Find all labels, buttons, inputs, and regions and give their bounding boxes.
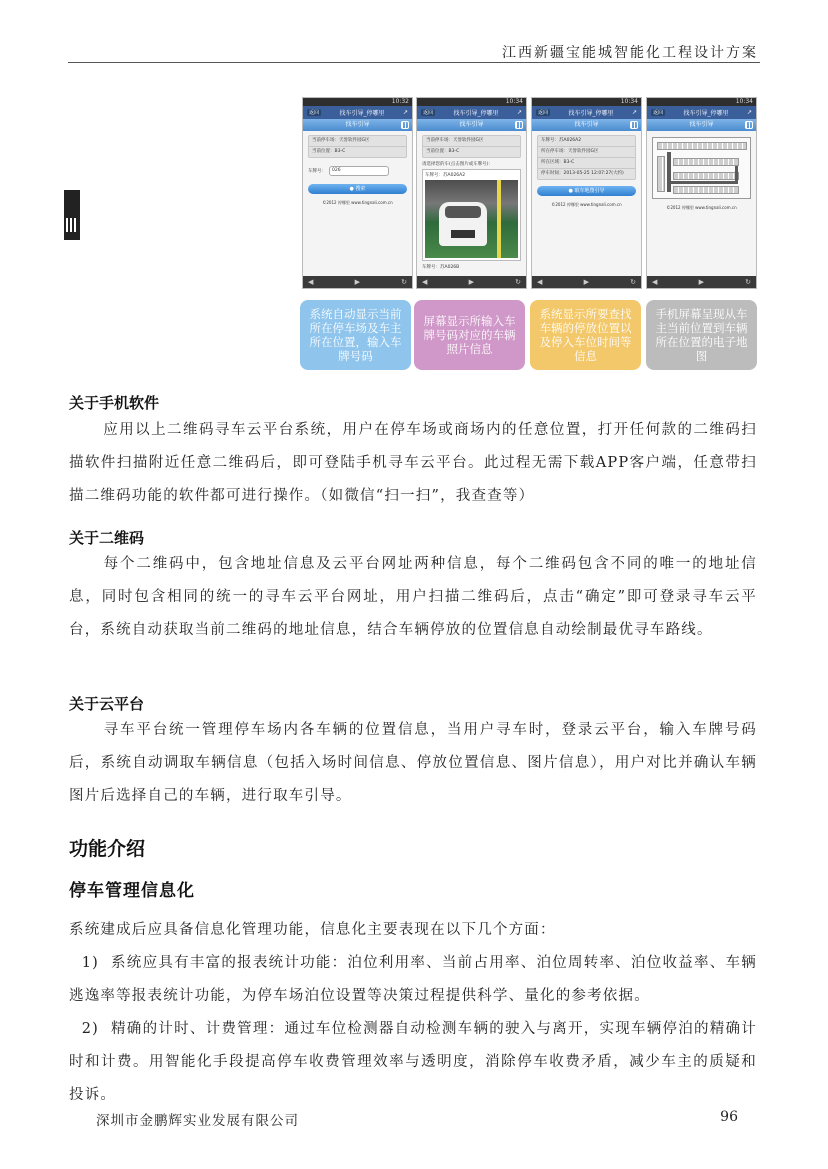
section-paragraph-qrcode: 每个二维码中，包含地址信息及云平台网址两种信息，每个二维码包含不同的唯一的地址信息，同时包含相同的统一的寻车云平台网址，用户扫描二维码后，点击“确定”即可登录寻车云平台，系统自动获取当前二维码的地址信息，结合车辆停放的位置信息自动绘制最优寻车路线。 xyxy=(69,556,757,638)
grid-icon xyxy=(745,121,753,129)
refresh-icon: ↻ xyxy=(630,278,636,286)
plate-input: 026 xyxy=(329,166,389,176)
list-item-1: 1) 系统应具有丰富的报表统计功能：泊位利用率、当前占用率、泊位周转率、泊位收益率、车辆逃逸率等报表统计功能，为停车场泊位设置等决策过程提供科学、量化的参考依据。 xyxy=(69,955,757,1004)
app-bar xyxy=(303,106,412,119)
app-bar xyxy=(532,106,641,119)
forward-arrow-icon: ▶ xyxy=(468,278,474,286)
sub-title-bar: 找车引导 xyxy=(303,119,412,131)
refresh-icon: ↻ xyxy=(745,278,751,286)
share-icon: ↗ xyxy=(631,109,637,116)
back-arrow-icon: ◀ xyxy=(652,278,658,286)
sub-title-bar: 找车引导 xyxy=(417,119,526,131)
phone-screen-1 xyxy=(302,97,413,289)
sub-title-bar: 找车引导 xyxy=(647,119,756,131)
info-line: 所在停车场：天誉软件园G区 xyxy=(537,147,636,158)
sub-heading: 停车管理信息化 xyxy=(69,881,195,901)
status-bar: 10:34 xyxy=(532,98,641,106)
header-divider xyxy=(68,62,760,63)
share-icon: ↗ xyxy=(746,109,752,116)
app-bar xyxy=(417,106,526,119)
caption-step-2: 屏幕显示所输入车牌号码对应的车辆照片信息 xyxy=(414,300,525,370)
back-arrow-icon: ◀ xyxy=(537,278,543,286)
plate-label: 车牌号：苏A026A2 xyxy=(425,173,466,178)
function-heading: 功能介绍 xyxy=(69,838,146,860)
app-title: 找车引导_停哪里 xyxy=(568,110,614,117)
app-bar xyxy=(647,106,756,119)
section-heading-qrcode: 关于二维码 xyxy=(69,529,145,547)
status-bar: 10:34 xyxy=(417,98,526,106)
info-line: 当前停车场：天誉软件园G区 xyxy=(308,135,407,147)
info-line: 所在区域：B3-C xyxy=(537,158,636,169)
app-title: 找车引导_停哪里 xyxy=(453,110,499,117)
search-button: ● 搜索 xyxy=(308,184,407,194)
footer-company: 深圳市金鹏辉实业发展有限公司 xyxy=(96,1113,299,1129)
phone-screen-4 xyxy=(646,97,757,289)
forward-arrow-icon: ▶ xyxy=(698,278,704,286)
app-title: 找车引导_停哪里 xyxy=(339,110,385,117)
back-arrow-icon: ◀ xyxy=(308,278,314,286)
back-arrow-icon: ◀ xyxy=(422,278,428,286)
browser-nav-bar xyxy=(532,276,641,288)
grid-icon xyxy=(515,121,523,129)
status-bar: 10:32 xyxy=(303,98,412,106)
section-heading-cloud: 关于云平台 xyxy=(69,695,145,713)
car-photo xyxy=(425,180,518,258)
car-card xyxy=(422,169,521,261)
list-item-2: 2) 精确的计时、计费管理：通过车位检测器自动检测车辆的驶入与离开，实现车辆停泊的精确计时和计费。用智能化手段提高停车收费管理效率与透明度，消除停车收费矛盾，减少车主的质疑和投诉。 xyxy=(69,1021,757,1103)
caption-step-4: 手机屏幕呈现从车主当前位置到车辆所在位置的电子地图 xyxy=(646,300,757,370)
plate-label: 车牌号：苏A026B xyxy=(422,265,460,270)
copyright: ©2012 停哪里 www.tingnali.com.cn xyxy=(551,202,622,207)
browser-nav-bar xyxy=(417,276,526,288)
info-line: 当前位置：B3-C xyxy=(308,147,407,158)
browser-nav-bar xyxy=(303,276,412,288)
intro-paragraph: 系统建成后应具备信息化管理功能，信息化主要表现在以下几个方面： xyxy=(69,922,556,938)
page-number: 96 xyxy=(720,1109,738,1125)
back-button: 返回 xyxy=(423,110,434,116)
qr-code-fragment xyxy=(64,190,80,240)
phone-screen-3 xyxy=(531,97,642,289)
map-guide-button: ● 取车地图引导 xyxy=(537,186,636,196)
status-bar: 10:34 xyxy=(647,98,756,106)
document-header-title: 江西新疆宝能城智能化工程设计方案 xyxy=(502,45,758,61)
sub-title-bar: 找车引导 xyxy=(532,119,641,131)
info-line: 车牌号：苏A026A2 xyxy=(537,135,636,147)
caption-step-3: 系统显示所要查找车辆的停放位置以及停入车位时间等信息 xyxy=(530,300,641,370)
refresh-icon: ↻ xyxy=(401,278,407,286)
copyright: ©2012 停哪里 www.tingnali.com.cn xyxy=(322,200,393,205)
forward-arrow-icon: ▶ xyxy=(354,278,360,286)
share-icon: ↗ xyxy=(516,109,522,116)
share-icon: ↗ xyxy=(402,109,408,116)
back-button: 返回 xyxy=(538,110,549,116)
grid-icon xyxy=(630,121,638,129)
location-icon: ● xyxy=(568,188,573,194)
parking-map xyxy=(652,137,751,199)
search-icon: ● xyxy=(349,186,354,192)
phone-screen-2 xyxy=(416,97,527,289)
select-hint: 请选择您的车(点击图片或车牌号)： xyxy=(422,162,494,167)
forward-arrow-icon: ▶ xyxy=(583,278,589,286)
info-line: 停车时间：2013-05-25 12:07:27(大约) xyxy=(537,169,636,180)
info-line: 当前停车场：天誉软件园G区 xyxy=(422,135,521,147)
grid-icon xyxy=(401,121,409,129)
section-heading-app: 关于手机软件 xyxy=(69,394,160,412)
section-paragraph-app: 应用以上二维码寻车云平台系统，用户在停车场或商场内的任意位置，打开任何款的二维码扫描软件扫描附近任意二维码后，即可登陆手机寻车云平台。此过程无需下载APP客户端，任意带扫描二维码功能的软件都可进行操作。（如微信“扫一扫”，我查查等） xyxy=(69,422,757,504)
info-line: 当前位置：B3-C xyxy=(422,147,521,158)
caption-step-1: 系统自动显示当前所在停车场及车主所在位置，输入车牌号码 xyxy=(300,300,411,370)
section-paragraph-cloud: 寻车平台统一管理停车场内各车辆的位置信息，当用户寻车时，登录云平台，输入车牌号码后，系统自动调取车辆信息（包括入场时间信息、停放位置信息、图片信息），用户对比并确认车辆图片后选择自己的车辆，进行取车引导。 xyxy=(69,722,757,804)
copyright: ©2012 停哪里 www.tingnali.com.cn xyxy=(666,205,737,210)
plate-input-label: 车牌号： xyxy=(308,169,326,174)
back-button: 返回 xyxy=(653,110,664,116)
back-button: 返回 xyxy=(309,110,320,116)
app-title: 找车引导_停哪里 xyxy=(683,110,729,117)
browser-nav-bar xyxy=(647,276,756,288)
refresh-icon: ↻ xyxy=(515,278,521,286)
